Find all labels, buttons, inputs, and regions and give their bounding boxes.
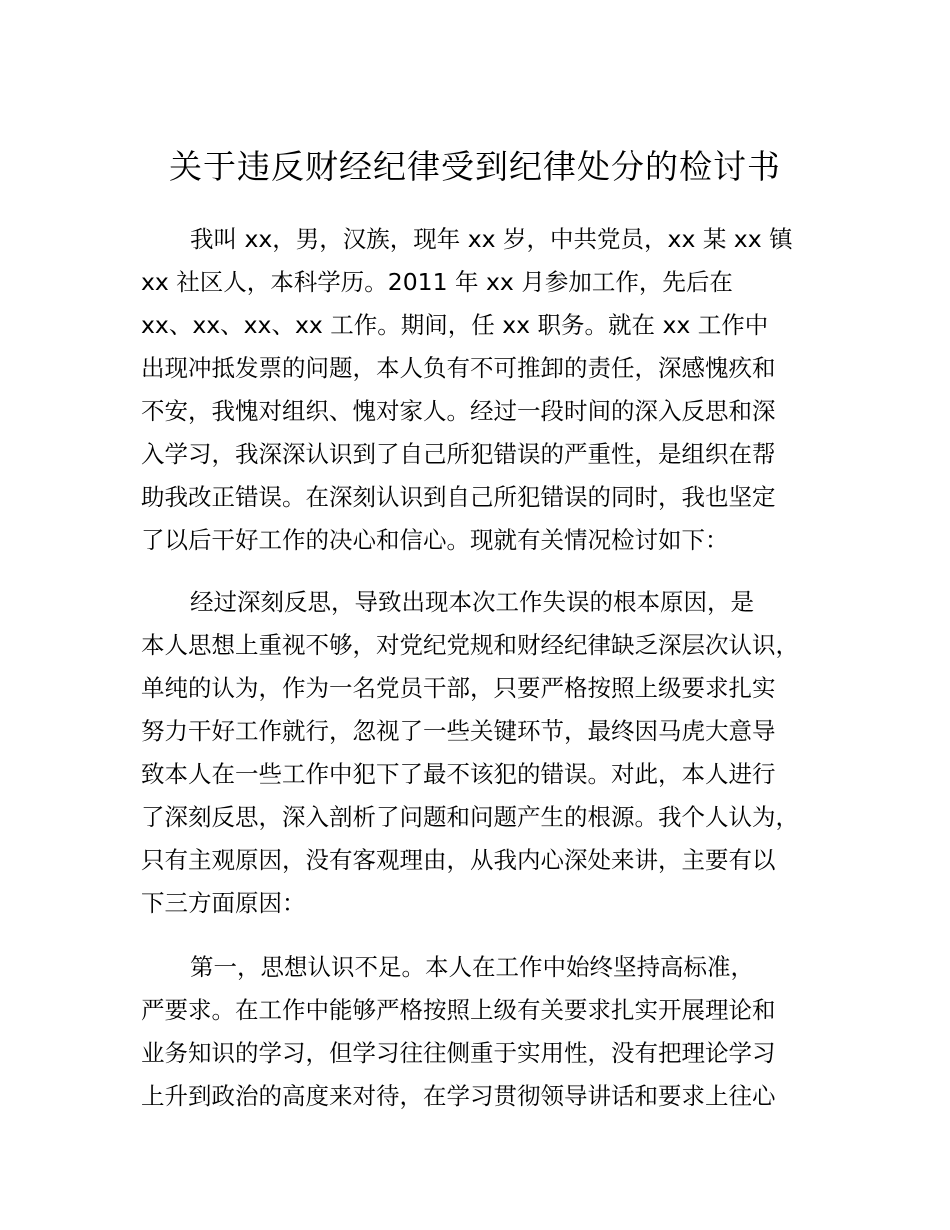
paragraph-2-line-5: 致本人在一些工作中犯下了最不该犯的错误。对此，本人进行 xyxy=(141,760,776,788)
paragraph-2-line-3: 单纯的认为，作为一名党员干部，只要严格按照上级要求扎实 xyxy=(141,674,776,702)
paragraph-1-line-3: xx、xx、xx、xx 工作。期间，任 xx 职务。就在 xx 工作中 xyxy=(141,311,769,339)
paragraph-1-line-5: 不安，我愧对组织、愧对家人。经过一段时间的深入反思和深 xyxy=(141,397,776,425)
paragraph-2-line-2: 本人思想上重视不够，对党纪党规和财经纪律缺乏深层次认识， xyxy=(141,631,799,659)
paragraph-3-line-1: 第一，思想认识不足。本人在工作中始终坚持高标准， xyxy=(190,953,754,981)
paragraph-1-line-2: xx 社区人，本科学历。2011 年 xx 月参加工作，先后在 xyxy=(141,268,733,296)
paragraph-3-line-3: 业务知识的学习，但学习往往侧重于实用性，没有把理论学习 xyxy=(141,1039,776,1067)
paragraph-2-line-7: 只有主观原因，没有客观理由，从我内心深处来讲，主要有以 xyxy=(141,846,776,874)
paragraph-3-line-4: 上升到政治的高度来对待，在学习贯彻领导讲话和要求上往心 xyxy=(141,1082,776,1110)
paragraph-1-line-7: 助我改正错误。在深刻认识到自己所犯错误的同时，我也坚定 xyxy=(141,483,776,511)
paragraph-1-line-4: 出现冲抵发票的问题，本人负有不可推卸的责任，深感愧疚和 xyxy=(141,354,776,382)
document-title: 关于违反财经纪律受到纪律处分的检讨书 xyxy=(169,147,781,186)
paragraph-2-line-8: 下三方面原因： xyxy=(141,889,306,917)
paragraph-2-line-4: 努力干好工作就行，忽视了一些关键环节，最终因马虎大意导 xyxy=(141,717,776,745)
paragraph-1-line-6: 入学习，我深深认识到了自己所犯错误的严重性，是组织在帮 xyxy=(141,440,776,468)
paragraph-1-line-1: 我叫 xx，男，汉族，现年 xx 岁，中共党员，xx 某 xx 镇 xyxy=(190,225,793,253)
paragraph-3-line-2: 严要求。在工作中能够严格按照上级有关要求扎实开展理论和 xyxy=(141,996,776,1024)
paragraph-1-line-8: 了以后干好工作的决心和信心。现就有关情况检讨如下： xyxy=(141,526,729,554)
paragraph-2-line-6: 了深刻反思，深入剖析了问题和问题产生的根源。我个人认为， xyxy=(141,803,799,831)
paragraph-2-line-1: 经过深刻反思，导致出现本次工作失误的根本原因，是 xyxy=(190,588,754,616)
